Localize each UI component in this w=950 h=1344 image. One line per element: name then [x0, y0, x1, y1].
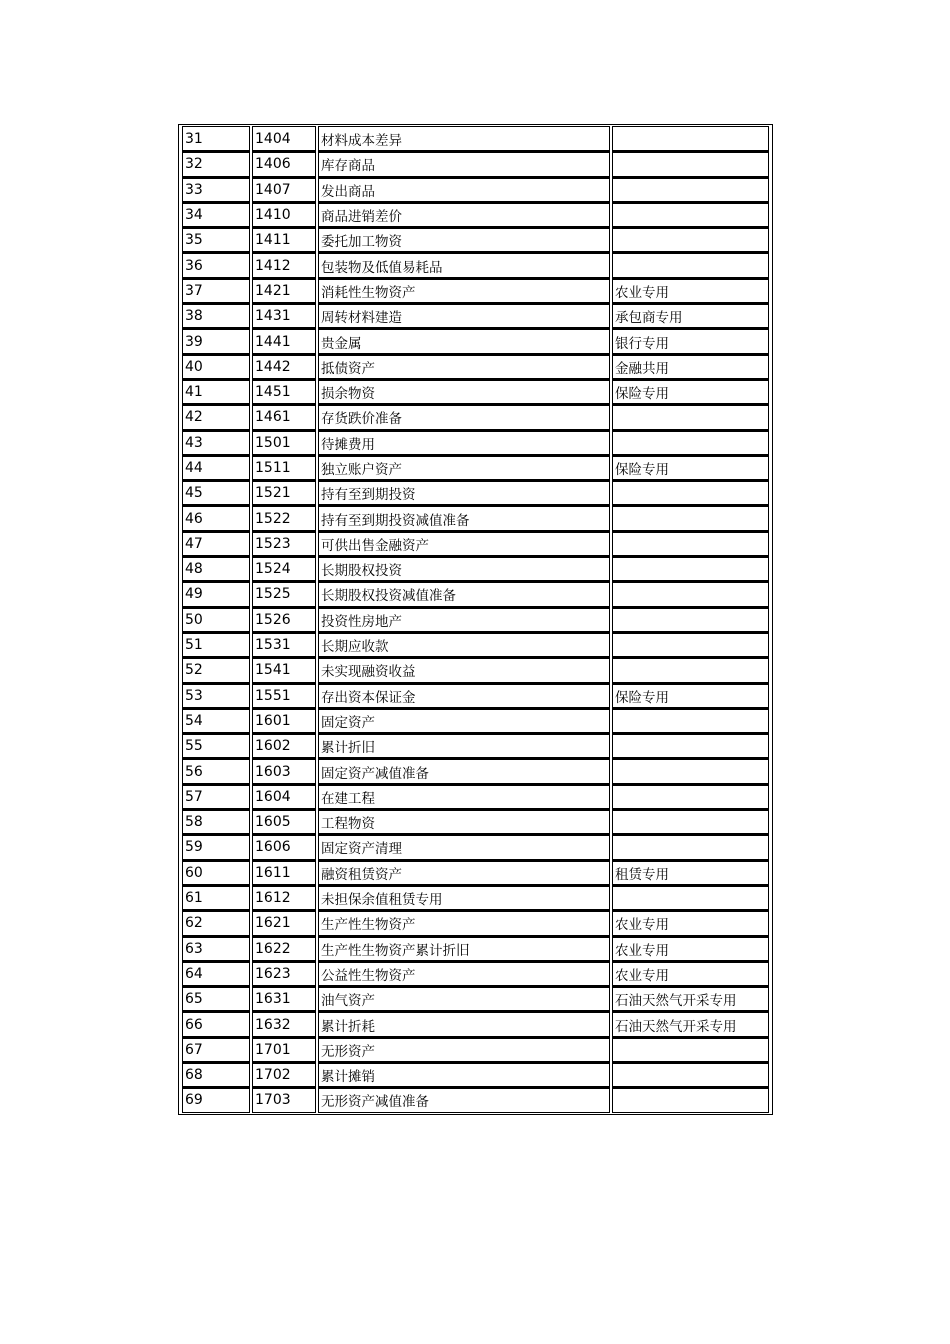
row-number-cell: 53 — [182, 683, 250, 708]
usage-note-cell — [612, 177, 769, 202]
account-name-cell: 生产性生物资产 — [318, 910, 610, 935]
account-name-cell: 损余物资 — [318, 379, 610, 404]
table-row — [182, 328, 769, 353]
table-row — [182, 607, 769, 632]
account-name-cell: 累计摊销 — [318, 1062, 610, 1087]
account-code-cell: 1621 — [252, 910, 316, 935]
account-code-cell: 1410 — [252, 202, 316, 227]
account-code-cell: 1701 — [252, 1037, 316, 1062]
account-code-cell: 1702 — [252, 1062, 316, 1087]
account-code-cell: 1605 — [252, 809, 316, 834]
usage-note-cell — [612, 607, 769, 632]
accounts-table-frame — [178, 124, 773, 1115]
table-row — [182, 758, 769, 783]
row-number-cell: 45 — [182, 480, 250, 505]
usage-note-cell: 银行专用 — [612, 328, 769, 353]
usage-note-cell — [612, 505, 769, 530]
usage-note-cell: 金融共用 — [612, 354, 769, 379]
accounts-table-body — [182, 126, 769, 1113]
row-number-cell: 36 — [182, 252, 250, 277]
row-number-cell: 66 — [182, 1011, 250, 1036]
account-name-cell: 累计折耗 — [318, 1011, 610, 1036]
account-name-cell: 融资租赁资产 — [318, 860, 610, 885]
row-number-cell: 54 — [182, 708, 250, 733]
row-number-cell: 38 — [182, 303, 250, 328]
usage-note-cell: 承包商专用 — [612, 303, 769, 328]
accounts-table — [180, 126, 771, 1113]
usage-note-cell — [612, 1087, 769, 1112]
account-code-cell: 1623 — [252, 961, 316, 986]
account-code-cell: 1601 — [252, 708, 316, 733]
account-name-cell: 固定资产清理 — [318, 834, 610, 859]
usage-note-cell — [612, 227, 769, 252]
usage-note-cell: 石油天然气开采专用 — [612, 986, 769, 1011]
account-code-cell: 1431 — [252, 303, 316, 328]
table-row — [182, 430, 769, 455]
usage-note-cell: 保险专用 — [612, 379, 769, 404]
table-row — [182, 581, 769, 606]
account-name-cell: 长期股权投资减值准备 — [318, 581, 610, 606]
usage-note-cell — [612, 834, 769, 859]
account-name-cell: 油气资产 — [318, 986, 610, 1011]
usage-note-cell: 农业专用 — [612, 936, 769, 961]
account-name-cell: 存货跌价准备 — [318, 404, 610, 429]
table-row — [182, 986, 769, 1011]
table-row — [182, 1011, 769, 1036]
account-code-cell: 1531 — [252, 632, 316, 657]
account-name-cell: 固定资产 — [318, 708, 610, 733]
usage-note-cell — [612, 809, 769, 834]
account-code-cell: 1412 — [252, 252, 316, 277]
table-row — [182, 227, 769, 252]
table-row — [182, 708, 769, 733]
usage-note-cell — [612, 202, 769, 227]
account-code-cell: 1411 — [252, 227, 316, 252]
usage-note-cell — [612, 430, 769, 455]
table-row — [182, 657, 769, 682]
table-row — [182, 632, 769, 657]
row-number-cell: 60 — [182, 860, 250, 885]
account-name-cell: 消耗性生物资产 — [318, 278, 610, 303]
table-row — [182, 1062, 769, 1087]
row-number-cell: 65 — [182, 986, 250, 1011]
row-number-cell: 67 — [182, 1037, 250, 1062]
account-name-cell: 库存商品 — [318, 151, 610, 176]
table-row — [182, 177, 769, 202]
usage-note-cell: 农业专用 — [612, 278, 769, 303]
account-code-cell: 1524 — [252, 556, 316, 581]
table-row — [182, 278, 769, 303]
account-name-cell: 周转材料建造 — [318, 303, 610, 328]
account-code-cell: 1523 — [252, 531, 316, 556]
row-number-cell: 50 — [182, 607, 250, 632]
account-code-cell: 1404 — [252, 126, 316, 151]
account-name-cell: 商品进销差价 — [318, 202, 610, 227]
account-name-cell: 生产性生物资产累计折旧 — [318, 936, 610, 961]
account-name-cell: 无形资产 — [318, 1037, 610, 1062]
table-row — [182, 151, 769, 176]
account-code-cell: 1442 — [252, 354, 316, 379]
account-name-cell: 在建工程 — [318, 784, 610, 809]
account-code-cell: 1551 — [252, 683, 316, 708]
table-row — [182, 202, 769, 227]
usage-note-cell — [612, 404, 769, 429]
row-number-cell: 37 — [182, 278, 250, 303]
account-code-cell: 1612 — [252, 885, 316, 910]
account-code-cell: 1441 — [252, 328, 316, 353]
usage-note-cell — [612, 708, 769, 733]
account-code-cell: 1407 — [252, 177, 316, 202]
row-number-cell: 42 — [182, 404, 250, 429]
row-number-cell: 47 — [182, 531, 250, 556]
usage-note-cell — [612, 733, 769, 758]
table-row — [182, 784, 769, 809]
row-number-cell: 68 — [182, 1062, 250, 1087]
row-number-cell: 44 — [182, 455, 250, 480]
row-number-cell: 51 — [182, 632, 250, 657]
row-number-cell: 58 — [182, 809, 250, 834]
table-row — [182, 303, 769, 328]
account-name-cell: 长期股权投资 — [318, 556, 610, 581]
table-row — [182, 961, 769, 986]
account-code-cell: 1511 — [252, 455, 316, 480]
usage-note-cell — [612, 252, 769, 277]
row-number-cell: 32 — [182, 151, 250, 176]
row-number-cell: 57 — [182, 784, 250, 809]
account-name-cell: 包装物及低值易耗品 — [318, 252, 610, 277]
table-row — [182, 126, 769, 151]
account-code-cell: 1541 — [252, 657, 316, 682]
usage-note-cell — [612, 531, 769, 556]
table-row — [182, 480, 769, 505]
usage-note-cell: 保险专用 — [612, 455, 769, 480]
account-name-cell: 持有至到期投资 — [318, 480, 610, 505]
table-row — [182, 1037, 769, 1062]
account-code-cell: 1421 — [252, 278, 316, 303]
table-row — [182, 404, 769, 429]
row-number-cell: 33 — [182, 177, 250, 202]
account-code-cell: 1631 — [252, 986, 316, 1011]
usage-note-cell: 农业专用 — [612, 910, 769, 935]
table-row — [182, 455, 769, 480]
account-name-cell: 投资性房地产 — [318, 607, 610, 632]
usage-note-cell — [612, 126, 769, 151]
account-name-cell: 公益性生物资产 — [318, 961, 610, 986]
row-number-cell: 55 — [182, 733, 250, 758]
row-number-cell: 35 — [182, 227, 250, 252]
table-row — [182, 860, 769, 885]
row-number-cell: 34 — [182, 202, 250, 227]
table-row — [182, 531, 769, 556]
account-name-cell: 持有至到期投资减值准备 — [318, 505, 610, 530]
usage-note-cell — [612, 657, 769, 682]
account-code-cell: 1522 — [252, 505, 316, 530]
account-name-cell: 累计折旧 — [318, 733, 610, 758]
table-row — [182, 1087, 769, 1112]
account-code-cell: 1602 — [252, 733, 316, 758]
usage-note-cell — [612, 1037, 769, 1062]
row-number-cell: 46 — [182, 505, 250, 530]
usage-note-cell — [612, 758, 769, 783]
table-row — [182, 379, 769, 404]
account-name-cell: 未担保余值租赁专用 — [318, 885, 610, 910]
row-number-cell: 49 — [182, 581, 250, 606]
usage-note-cell — [612, 1062, 769, 1087]
account-name-cell: 存出资本保证金 — [318, 683, 610, 708]
account-name-cell: 发出商品 — [318, 177, 610, 202]
row-number-cell: 31 — [182, 126, 250, 151]
table-row — [182, 936, 769, 961]
usage-note-cell — [612, 581, 769, 606]
account-name-cell: 抵债资产 — [318, 354, 610, 379]
account-code-cell: 1611 — [252, 860, 316, 885]
account-code-cell: 1521 — [252, 480, 316, 505]
account-code-cell: 1632 — [252, 1011, 316, 1036]
usage-note-cell — [612, 784, 769, 809]
account-code-cell: 1606 — [252, 834, 316, 859]
row-number-cell: 56 — [182, 758, 250, 783]
account-name-cell: 贵金属 — [318, 328, 610, 353]
usage-note-cell — [612, 556, 769, 581]
usage-note-cell — [612, 480, 769, 505]
usage-note-cell: 租赁专用 — [612, 860, 769, 885]
usage-note-cell: 农业专用 — [612, 961, 769, 986]
account-name-cell: 工程物资 — [318, 809, 610, 834]
row-number-cell: 52 — [182, 657, 250, 682]
usage-note-cell — [612, 151, 769, 176]
account-code-cell: 1461 — [252, 404, 316, 429]
usage-note-cell — [612, 885, 769, 910]
usage-note-cell — [612, 632, 769, 657]
account-name-cell: 未实现融资收益 — [318, 657, 610, 682]
row-number-cell: 64 — [182, 961, 250, 986]
row-number-cell: 39 — [182, 328, 250, 353]
table-row — [182, 733, 769, 758]
usage-note-cell: 保险专用 — [612, 683, 769, 708]
account-name-cell: 委托加工物资 — [318, 227, 610, 252]
account-name-cell: 长期应收款 — [318, 632, 610, 657]
account-code-cell: 1604 — [252, 784, 316, 809]
account-code-cell: 1525 — [252, 581, 316, 606]
account-code-cell: 1703 — [252, 1087, 316, 1112]
table-row — [182, 556, 769, 581]
account-name-cell: 待摊费用 — [318, 430, 610, 455]
row-number-cell: 61 — [182, 885, 250, 910]
table-row — [182, 683, 769, 708]
account-name-cell: 可供出售金融资产 — [318, 531, 610, 556]
row-number-cell: 40 — [182, 354, 250, 379]
row-number-cell: 48 — [182, 556, 250, 581]
account-code-cell: 1501 — [252, 430, 316, 455]
table-row — [182, 505, 769, 530]
row-number-cell: 41 — [182, 379, 250, 404]
account-code-cell: 1406 — [252, 151, 316, 176]
row-number-cell: 63 — [182, 936, 250, 961]
account-name-cell: 材料成本差异 — [318, 126, 610, 151]
account-name-cell: 无形资产减值准备 — [318, 1087, 610, 1112]
row-number-cell: 69 — [182, 1087, 250, 1112]
usage-note-cell: 石油天然气开采专用 — [612, 1011, 769, 1036]
account-code-cell: 1526 — [252, 607, 316, 632]
table-row — [182, 809, 769, 834]
table-row — [182, 252, 769, 277]
table-row — [182, 910, 769, 935]
table-row — [182, 834, 769, 859]
account-name-cell: 独立账户资产 — [318, 455, 610, 480]
row-number-cell: 59 — [182, 834, 250, 859]
row-number-cell: 43 — [182, 430, 250, 455]
account-code-cell: 1451 — [252, 379, 316, 404]
account-name-cell: 固定资产减值准备 — [318, 758, 610, 783]
table-row — [182, 885, 769, 910]
row-number-cell: 62 — [182, 910, 250, 935]
table-row — [182, 354, 769, 379]
account-code-cell: 1622 — [252, 936, 316, 961]
account-code-cell: 1603 — [252, 758, 316, 783]
